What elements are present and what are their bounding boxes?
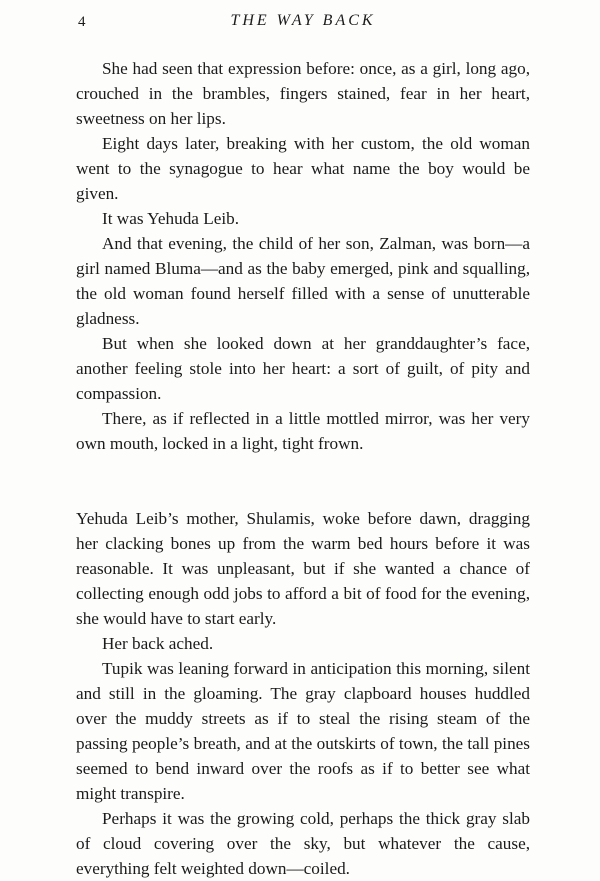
paragraph: Eight days later, breaking with her custom, the old woman went to the synagogue to hear what name the boy would be given. bbox=[76, 134, 530, 203]
paragraph: She had seen that expression before: once, as a girl, long ago, crouched in the brambles, fingers stained, fear in her heart, sweetness on her lips. bbox=[76, 59, 530, 128]
page-body bbox=[76, 56, 530, 881]
paragraph: Tupik was leaning forward in anticipation this morning, silent and still in the gloaming. The gray clapboard houses huddled over the muddy streets as if to steal the rising steam of the passing people’s breath, and at the outskirts of town, the tall pines seemed to bend inward over the roofs as if to better see what might transpire. bbox=[76, 659, 530, 803]
page-number: 4 bbox=[78, 14, 87, 30]
paragraph: But when she looked down at her granddaughter’s face, another feeling stole into her heart: a sort of guilt, of pity and compassion. bbox=[76, 334, 530, 403]
running-header-title: THE WAY BACK bbox=[230, 12, 376, 29]
paragraph: Perhaps it was the growing cold, perhaps the thick gray slab of cloud covering over the sky, but whatever the cause, everything felt weighted down—coiled. bbox=[76, 809, 530, 878]
paragraph: Her back ached. bbox=[102, 634, 214, 653]
paragraph-section-start: Yehuda Leib’s mother, Shulamis, woke before dawn, dragging her clacking bones up from the warm bed hours before it was reasonable. It was unpleasant, but if she wanted a chance of collecting enough odd jobs to afford a bit of food for the evening, she would have to start early. bbox=[76, 509, 530, 628]
running-header bbox=[76, 12, 530, 36]
paragraph: There, as if reflected in a little mottled mirror, was her very own mouth, locked in a light, tight frown. bbox=[76, 409, 530, 453]
paragraph: And that evening, the child of her son, Zalman, was born—a girl named Bluma—and as the baby emerged, pink and squalling, the old woman found herself filled with a sense of unutterable gladness. bbox=[76, 234, 530, 328]
paragraph: It was Yehuda Leib. bbox=[102, 209, 240, 228]
